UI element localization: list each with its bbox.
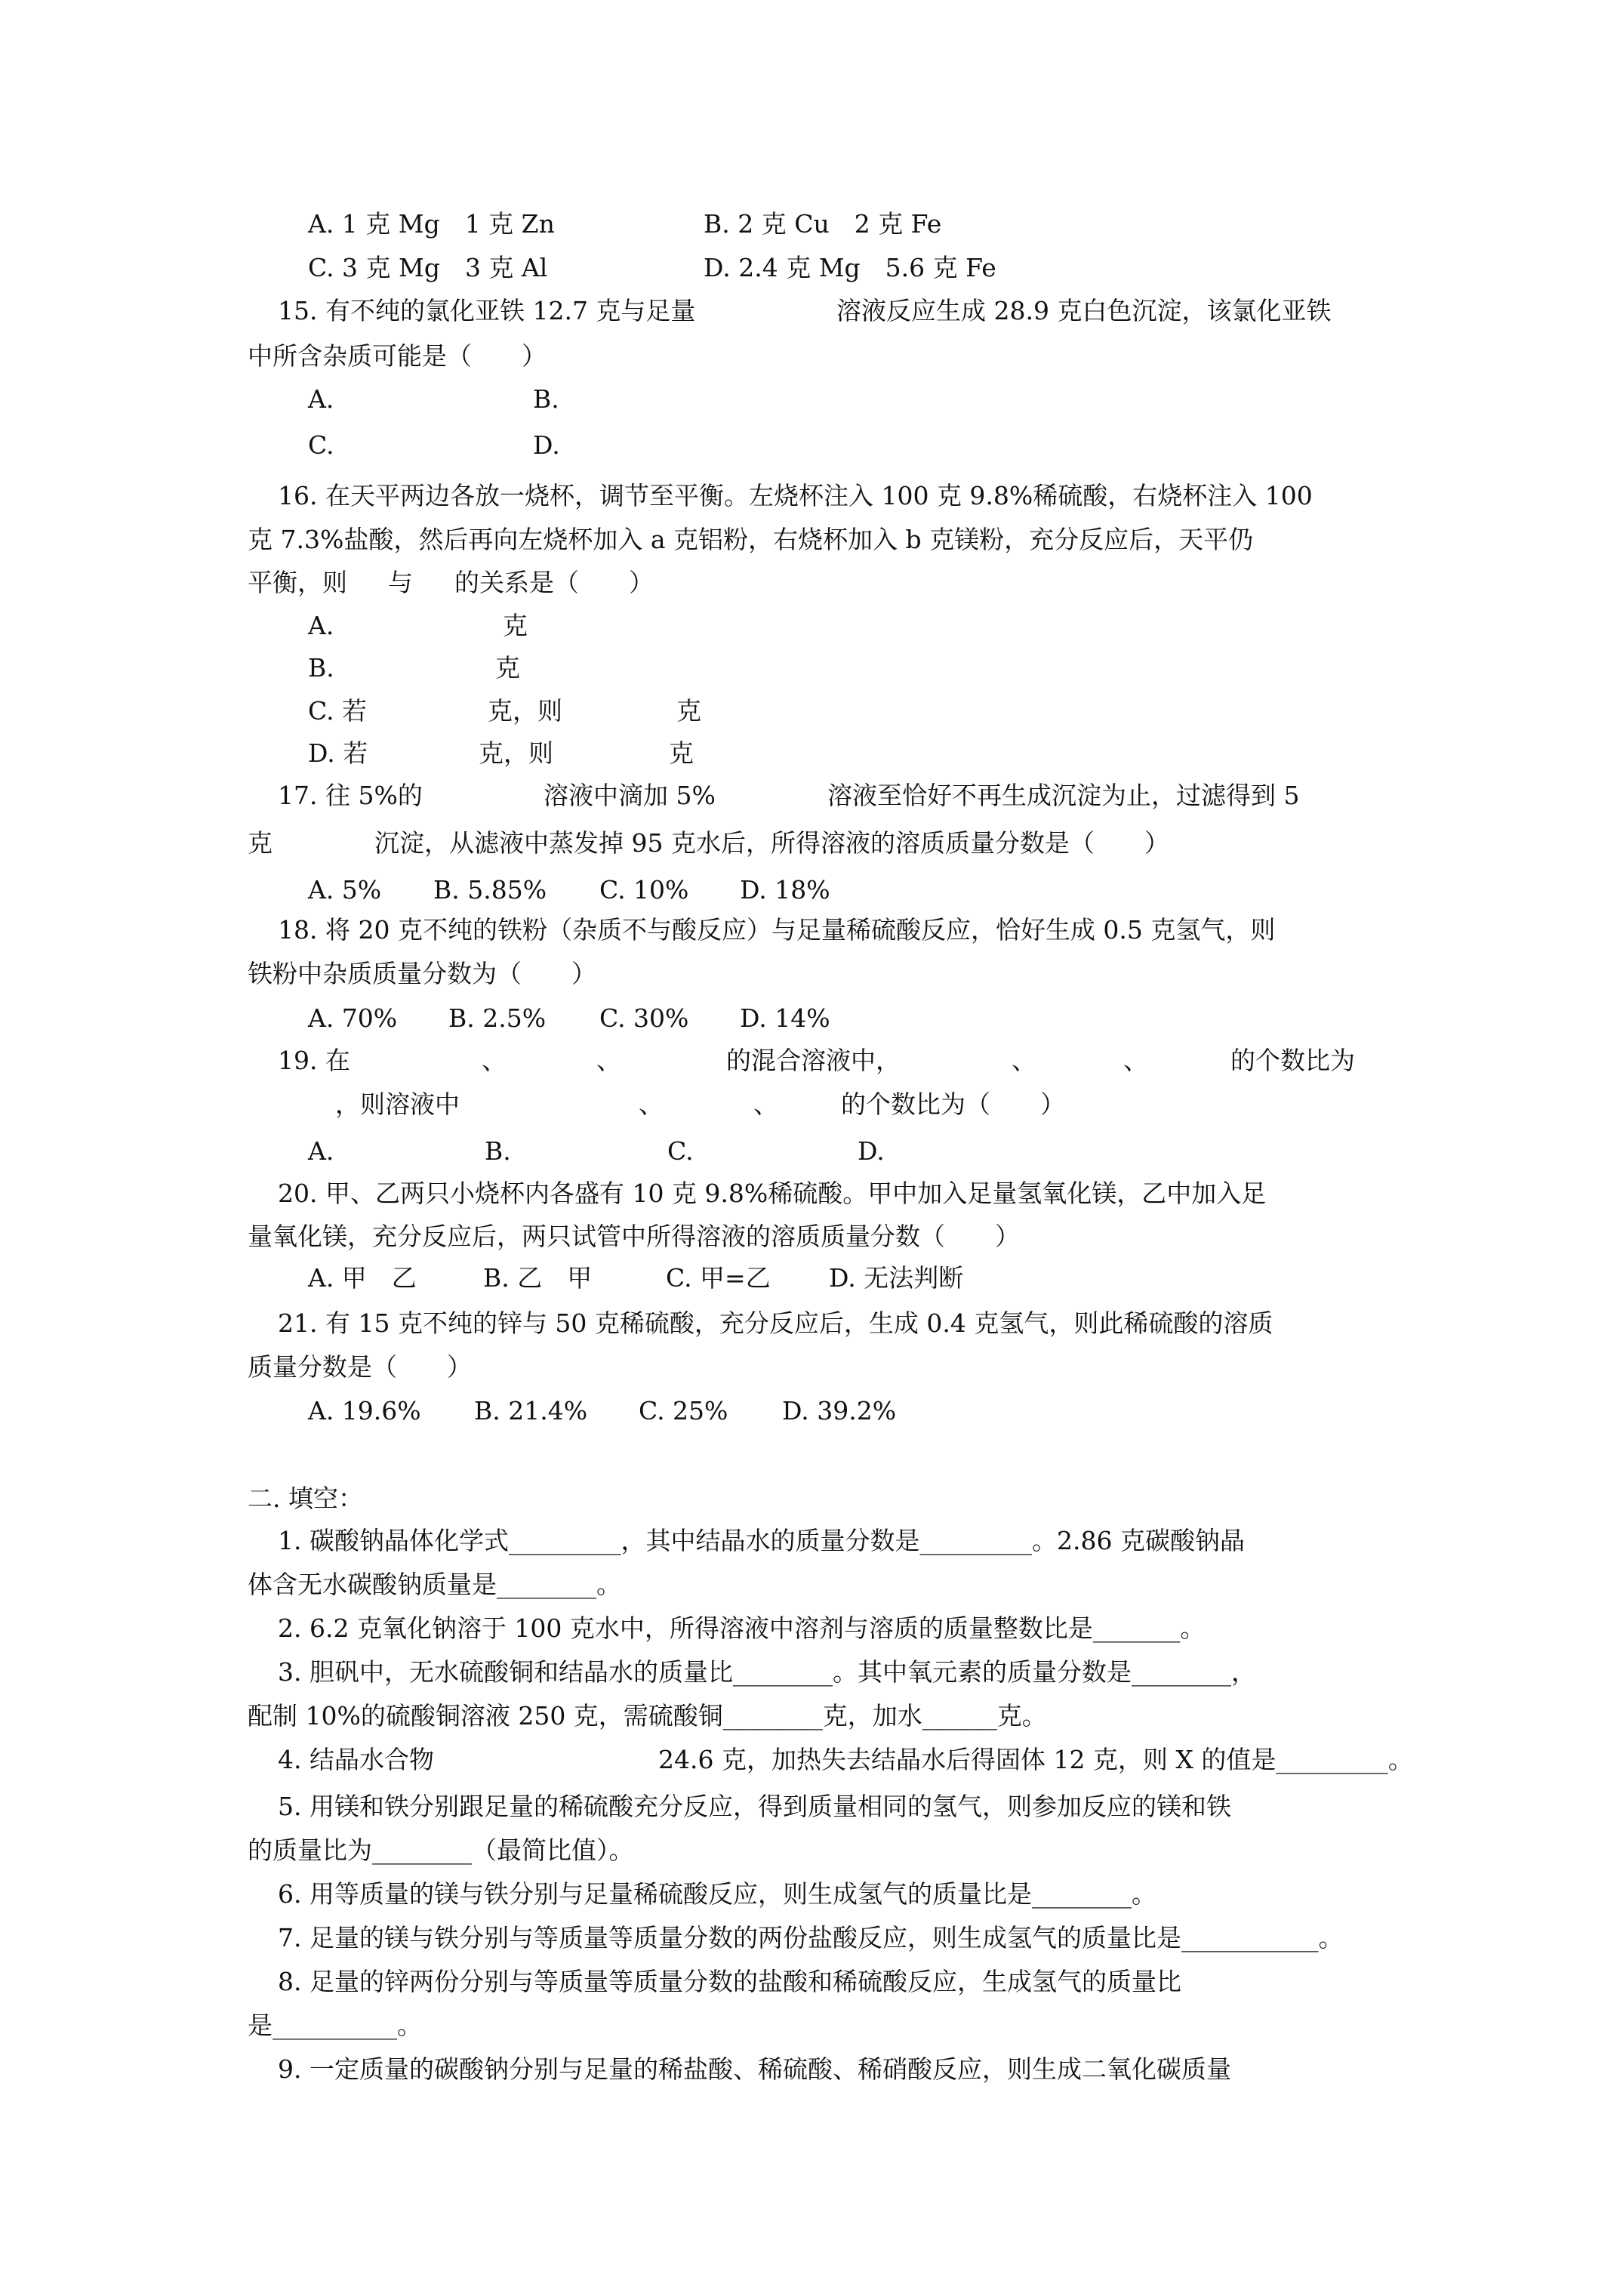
option-a: A. xyxy=(308,611,334,640)
question-20-stem-line2: 量氧化镁，充分反应后，两只试管中所得溶液的溶质质量分数（ ） xyxy=(248,1222,1020,1251)
question-17-stem-line2-part2: 沉淀，从滤液中蒸发掉 95 克水后，所得溶液的溶质质量分数是（ ） xyxy=(374,828,1169,858)
option-d: D. 14% xyxy=(740,1003,830,1033)
question-19-stem-part3: 、 xyxy=(596,1046,621,1075)
question-19-stem-line2-part1: ，则溶液中 xyxy=(335,1089,460,1119)
option-a: A. 甲 乙 xyxy=(308,1263,417,1293)
blank-question-4-part2: 24.6 克，加热失去结晶水后得固体 12 克，则 X 的值是_________。 xyxy=(658,1745,1413,1774)
option-a: A. xyxy=(308,384,334,414)
question-19-stem-part6: 、 xyxy=(1123,1046,1148,1075)
option-d: D. 2.4 克 Mg 5.6 克 Fe xyxy=(704,253,996,282)
blank-question-3-line1: 3. 胆矾中，无水硫酸铜和结晶水的质量比________。其中氧元素的质量分数是________， xyxy=(278,1657,1256,1687)
option-c: C. 25% xyxy=(639,1396,728,1425)
option-d: D. 若 xyxy=(308,738,368,768)
option-d: D. 无法判断 xyxy=(829,1263,964,1293)
option-a: A. 70% xyxy=(308,1003,398,1033)
option-b: B. 2 克 Cu 2 克 Fe xyxy=(704,209,942,239)
section-heading: 二. 填空： xyxy=(248,1484,363,1513)
question-19-stem-part4: 的混合溶液中， xyxy=(726,1046,901,1075)
option-c: C. xyxy=(308,430,334,460)
question-17-stem-part3: 溶液至恰好不再生成沉淀为止，过滤得到 5 xyxy=(827,781,1300,810)
option-a: A. 19.6% xyxy=(308,1396,421,1425)
option-d-mid: 克，则 xyxy=(479,738,553,768)
blank-question-1-line1: 1. 碳酸钠晶体化学式_________，其中结晶水的质量分数是_________。2.86 克碳酸钠晶 xyxy=(278,1526,1245,1555)
blank-question-5-line1: 5. 用镁和铁分别跟足量的稀硫酸充分反应，得到质量相同的氢气，则参加反应的镁和铁 xyxy=(278,1792,1231,1821)
option-c: C. 若 xyxy=(308,696,368,726)
question-16-stem-line3-part3: 的关系是（ ） xyxy=(454,568,654,597)
option-b: B. 2.5% xyxy=(448,1003,547,1033)
blank-question-7: 7. 足量的镁与铁分别与等质量等质量分数的两份盐酸反应，则生成氢气的质量比是___________。 xyxy=(278,1923,1344,1952)
option-c: C. 10% xyxy=(599,875,689,905)
question-15-stem-part2: 溶液反应生成 28.9 克白色沉淀，该氯化亚铁 xyxy=(836,296,1332,325)
question-20-stem-line1: 20. 甲、乙两只小烧杯内各盛有 10 克 9.8%稀硫酸。甲中加入足量氢氧化镁，乙中加入足 xyxy=(278,1179,1267,1208)
option-b: B. xyxy=(485,1136,511,1166)
question-17-stem-part2: 溶液中滴加 5% xyxy=(544,781,716,810)
option-d-unit: 克 xyxy=(669,738,694,768)
option-b: B. 乙 甲 xyxy=(483,1263,593,1293)
question-19-stem-part2: 、 xyxy=(482,1046,507,1075)
question-19-stem-line2-part3: 、 xyxy=(753,1089,778,1119)
option-c: C. 3 克 Mg 3 克 Al xyxy=(308,253,548,282)
question-17-stem-part1: 17. 往 5%的 xyxy=(278,781,423,810)
option-b: B. xyxy=(533,384,559,414)
question-19-stem-line2-part2: 、 xyxy=(639,1089,664,1119)
question-19-stem-part7: 的个数比为 xyxy=(1230,1046,1355,1075)
question-19-stem-part5: 、 xyxy=(1012,1046,1036,1075)
option-a-unit: 克 xyxy=(503,611,528,640)
option-d: D. 18% xyxy=(740,875,830,905)
question-16-stem-line2: 克 7.3%盐酸，然后再向左烧杯加入 a 克铝粉，右烧杯加入 b 克镁粉，充分反应后，天平仍 xyxy=(248,525,1254,554)
option-a: A. xyxy=(308,1136,334,1166)
question-19-stem-line2-part4: 的个数比为（ ） xyxy=(841,1089,1065,1119)
option-c: C. xyxy=(667,1136,694,1166)
question-18-stem-line2: 铁粉中杂质质量分数为（ ） xyxy=(248,959,596,988)
option-b: B. 21.4% xyxy=(474,1396,588,1425)
option-c-mid: 克，则 xyxy=(488,696,562,726)
question-21-stem-line2: 质量分数是（ ） xyxy=(248,1352,472,1382)
option-c: C. 30% xyxy=(599,1003,689,1033)
question-19-stem-part1: 19. 在 xyxy=(278,1046,350,1075)
option-b: B. xyxy=(308,653,334,683)
question-16-stem-line1: 16. 在天平两边各放一烧杯，调节至平衡。左烧杯注入 100 克 9.8%稀硫酸，右烧杯注入 100 xyxy=(278,481,1313,510)
question-15-stem-line2: 中所含杂质可能是（ ） xyxy=(248,341,547,371)
option-d: D. xyxy=(858,1136,885,1166)
blank-question-3-line2: 配制 10%的硫酸铜溶液 250 克，需硫酸铜________克，加水______克。 xyxy=(248,1701,1047,1730)
blank-question-8-line2: 是__________。 xyxy=(248,2011,422,2040)
blank-question-1-line2: 体含无水碳酸钠质量是________。 xyxy=(248,1570,621,1599)
question-16-stem-line3-part2: 与 xyxy=(388,568,413,597)
option-d: D. xyxy=(533,430,560,460)
question-15-stem-part1: 15. 有不纯的氯化亚铁 12.7 克与足量 xyxy=(278,296,696,325)
blank-question-8-line1: 8. 足量的锌两份分别与等质量等质量分数的盐酸和稀硫酸反应，生成氢气的质量比 xyxy=(278,1967,1181,1996)
blank-question-2: 2. 6.2 克氧化钠溶于 100 克水中，所得溶液中溶剂与溶质的质量整数比是_______。 xyxy=(278,1613,1206,1643)
blank-question-6: 6. 用等质量的镁与铁分别与足量稀硫酸反应，则生成氢气的质量比是________。 xyxy=(278,1879,1156,1909)
question-16-stem-line3-part1: 平衡，则 xyxy=(248,568,347,597)
option-a: A. 1 克 Mg 1 克 Zn xyxy=(308,209,555,239)
blank-question-5-line2: 的质量比为________（最简比值）。 xyxy=(248,1835,634,1865)
option-b: B. 5.85% xyxy=(433,875,547,905)
option-a: A. 5% xyxy=(308,875,382,905)
blank-question-9: 9. 一定质量的碳酸钠分别与足量的稀盐酸、稀硫酸、稀硝酸反应，则生成二氧化碳质量 xyxy=(278,2054,1231,2084)
question-17-stem-line2-part1: 克 xyxy=(248,828,273,858)
option-d: D. 39.2% xyxy=(782,1396,897,1425)
question-21-stem-line1: 21. 有 15 克不纯的锌与 50 克稀硫酸，充分反应后，生成 0.4 克氢气，则此稀硫酸的溶质 xyxy=(278,1308,1273,1338)
option-c-unit: 克 xyxy=(676,696,701,726)
option-c: C. 甲=乙 xyxy=(666,1263,771,1293)
blank-question-4-part1: 4. 结晶水合物 xyxy=(278,1745,434,1774)
option-b-unit: 克 xyxy=(495,653,520,683)
question-18-stem-line1: 18. 将 20 克不纯的铁粉（杂质不与酸反应）与足量稀硫酸反应，恰好生成 0.5 克氢气，则 xyxy=(278,915,1276,945)
